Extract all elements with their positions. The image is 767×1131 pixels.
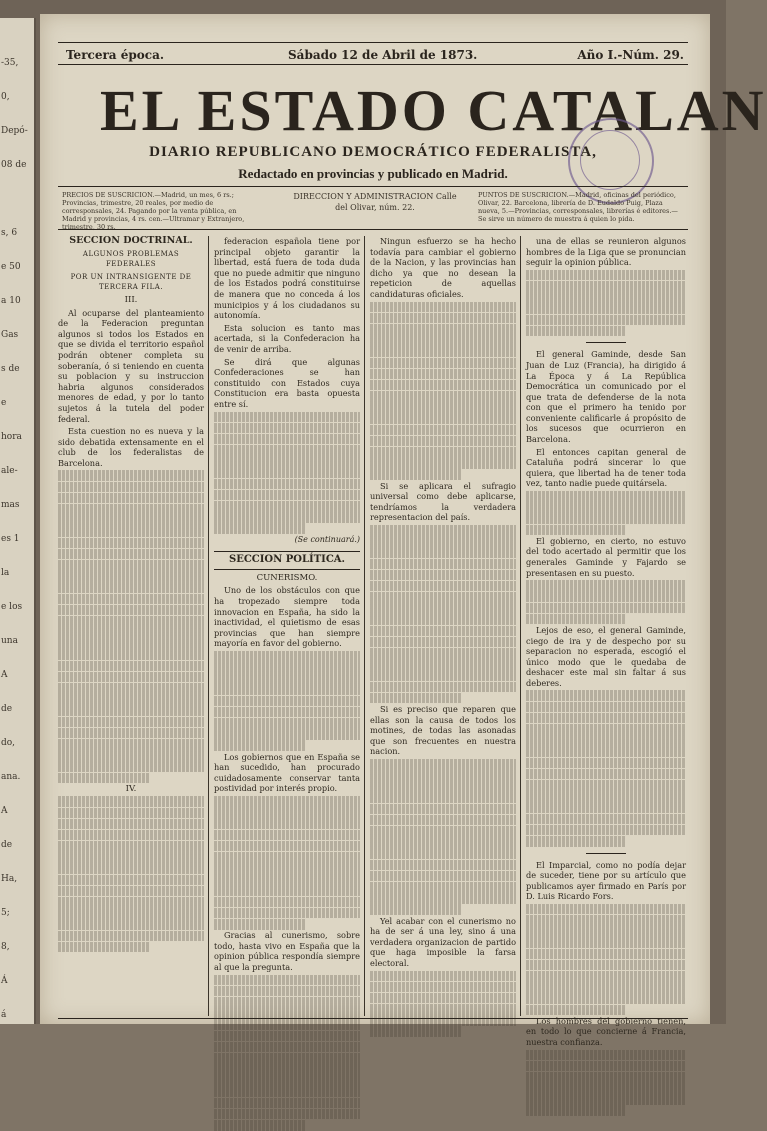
text-line — [370, 592, 516, 603]
text-line — [526, 1072, 686, 1083]
text-line — [526, 713, 686, 724]
text-line — [526, 915, 686, 926]
text-line — [214, 863, 360, 874]
edge-fragment: 8, — [1, 942, 10, 952]
text-line — [214, 841, 360, 852]
text-line — [58, 661, 204, 672]
edge-fragment: Ha, — [1, 874, 18, 884]
text-line — [58, 773, 149, 784]
text-line — [214, 684, 360, 695]
edge-fragment: Á — [1, 976, 8, 986]
text-line — [214, 807, 360, 818]
text-line — [526, 315, 686, 326]
text-line — [370, 693, 461, 704]
text-line — [58, 605, 204, 616]
body-text-block — [526, 270, 686, 337]
paragraph: Ningun esfuerzo se ha hecho todavía para cambiar el gobierno de la Nacion, y las provincias han dicho ya que no desean la repeticion de aquellas candidaturas oficiales. — [370, 236, 516, 299]
newspaper-tagline: Redactado en provincias y publicado en Madrid. — [238, 166, 508, 181]
text-line — [214, 986, 360, 997]
text-line — [58, 482, 204, 493]
text-line — [214, 818, 360, 829]
text-line — [58, 897, 204, 908]
text-line — [214, 975, 360, 986]
text-line — [214, 729, 360, 740]
text-line — [214, 1019, 360, 1030]
text-line — [370, 1026, 461, 1037]
text-line — [58, 919, 204, 930]
text-line — [370, 971, 516, 982]
text-line — [214, 479, 360, 490]
infobar-top-rule — [58, 186, 688, 187]
paragraph: El Imparcial, como no podía dejar de suceder, tiene por su artículo que publicamos ayer firmado en París por D. Luis Ricardo Fors. — [526, 859, 686, 902]
column-3 — [370, 236, 516, 1016]
paragraph: El entonces capitan general de Cataluña podrá sincerar lo que quiera, que libertad ha de tener toda vez, tanto nadie puede quitársela. — [526, 446, 686, 489]
text-line — [58, 841, 204, 852]
body-text-block — [526, 491, 686, 535]
text-line — [526, 758, 686, 769]
text-line — [58, 582, 204, 593]
text-line — [370, 603, 516, 614]
text-line — [370, 792, 516, 803]
column-1 — [58, 236, 204, 1016]
text-line — [58, 908, 204, 919]
text-line — [214, 718, 360, 729]
body-text-block — [214, 651, 360, 751]
text-line — [370, 369, 516, 380]
text-line — [526, 960, 686, 971]
text-line — [58, 493, 204, 504]
text-line — [526, 724, 686, 735]
text-line — [526, 303, 686, 314]
continued-note: (Se continuará.) — [294, 534, 360, 544]
part-number-iii: III. — [124, 294, 138, 305]
text-line — [526, 780, 686, 791]
text-line — [370, 525, 516, 536]
edge-fragment: -35, — [1, 58, 19, 68]
text-line — [526, 270, 686, 281]
text-line — [370, 402, 516, 413]
article-headline: CUNERISMO. — [256, 572, 318, 583]
text-line — [58, 728, 204, 739]
text-line — [370, 335, 516, 346]
text-line — [58, 571, 204, 582]
text-line — [370, 413, 516, 424]
text-line — [526, 971, 686, 982]
text-line — [58, 694, 204, 705]
text-line — [370, 547, 516, 558]
column-2 — [214, 236, 360, 1016]
edge-fragment: mas — [1, 500, 20, 510]
text-line — [370, 759, 516, 770]
text-line — [526, 735, 686, 746]
edge-fragment: do, — [1, 738, 16, 748]
text-line — [526, 926, 686, 937]
newspaper-subtitle: DIARIO REPUBLICANO DEMOCRÁTICO FEDERALISTA, — [149, 144, 597, 160]
text-line — [58, 470, 204, 481]
text-line — [370, 826, 516, 837]
text-line — [58, 638, 204, 649]
text-line — [58, 560, 204, 571]
text-line — [370, 302, 516, 313]
text-line — [370, 993, 516, 1004]
text-line — [526, 491, 686, 502]
text-line — [370, 848, 516, 859]
text-line — [58, 627, 204, 638]
text-line — [214, 908, 360, 919]
paragraph: federacion española tiene por principal objeto garantir la libertad, está fuera de toda duda que no puede admitir que ninguno de los Estados podrá constituirse de manera que no conceda á los municipios y á los ciudadanos su autonomía. — [214, 236, 360, 321]
edge-fragment: A — [1, 670, 8, 680]
text-line — [58, 750, 204, 761]
text-line — [370, 659, 516, 670]
text-line — [370, 781, 516, 792]
text-line — [58, 863, 204, 874]
dateline-rule — [58, 64, 688, 65]
newspaper-page — [40, 14, 767, 1047]
text-line — [214, 434, 360, 445]
text-line — [58, 739, 204, 750]
paragraph: una de ellas se reunieron algunos hombres de la Liga que se pronuncian seguir la opinion pública. — [526, 236, 686, 268]
text-line — [214, 467, 360, 478]
body-text-block — [214, 796, 360, 930]
text-line — [370, 682, 516, 693]
top-rule — [58, 42, 688, 43]
points-box: PUNTOS DE SUSCRICION.—Madrid, oficinas del periódico, Olivar, 22. Barcelona, librería de D. Eudaldo Puig, Plaza nueva, 5.—Provincias, corresponsales, librerías é editores.—Se sirve un número de muestra á quien lo pida. — [478, 191, 678, 223]
section-doctrinal-heading: SECCION DOCTRINAL. — [69, 235, 193, 246]
text-line — [526, 1005, 625, 1016]
edge-fragment: á — [1, 1010, 7, 1020]
text-line — [526, 513, 686, 524]
text-line — [58, 649, 204, 660]
text-line — [526, 993, 686, 1004]
paragraph: Los gobiernos que en España se han sucedido, han procurado cuidadosamente conservar tanta postividad por interés propio. — [214, 751, 360, 794]
text-line — [214, 456, 360, 467]
text-line — [370, 815, 516, 826]
text-line — [370, 670, 516, 681]
edge-fragment: 0, — [1, 92, 10, 102]
article-subheading-2: POR UN INTRANSIGENTE DE TERCERA FILA. — [70, 272, 192, 292]
edge-fragment: de — [1, 840, 13, 850]
text-line — [214, 830, 360, 841]
text-line — [214, 445, 360, 456]
subscription-infobar — [58, 189, 688, 231]
prices-box: PRECIOS DE SUSCRICION.—Madrid, un mes, 6 rs.; Provincias, trimestre, 20 reales, por medio de corresponsales, 24. Pagando por la venta pública, en Madrid y provincias, 4 rs. cen.—Ultramar y Extranjero, trimestre, 30 rs. — [62, 191, 245, 231]
infobar-bottom-rule — [58, 229, 688, 230]
text-line — [58, 594, 204, 605]
date-label: Sábado 12 de Abril de 1873. — [288, 48, 478, 62]
text-line — [214, 673, 360, 684]
edge-fragment: una — [1, 636, 18, 646]
text-line — [370, 893, 516, 904]
column-separator — [208, 236, 209, 1016]
text-line — [370, 469, 461, 480]
text-line — [58, 886, 204, 897]
text-line — [214, 1120, 305, 1131]
section-politica-heading: SECCION POLÍTICA. — [214, 551, 360, 570]
text-line — [214, 1064, 360, 1075]
text-line — [58, 515, 204, 526]
text-line — [214, 852, 360, 863]
text-line — [58, 852, 204, 863]
body-text-block — [214, 412, 360, 534]
text-line — [214, 1086, 360, 1097]
text-line — [526, 614, 625, 625]
text-line — [526, 580, 686, 591]
text-line — [526, 690, 686, 701]
text-line — [58, 830, 204, 841]
text-line — [214, 490, 360, 501]
text-line — [370, 458, 516, 469]
paragraph: Esta cuestion no es nueva y la sido debatida extensamente en el club de los federalistas de Barcelona. — [58, 426, 204, 468]
paragraph: El general Gaminde, desde San Juan de Luz (Francia), ha dirigido á La Época y á La República Democrática un comunicado por el que trata de defenderse de la nota con que el primero ha tenido por conveniente calificarle á propósito de los sucesos que ocurrieron en Barcelona. — [526, 349, 686, 445]
text-line — [58, 761, 204, 772]
text-line — [370, 391, 516, 402]
text-line — [214, 740, 305, 751]
text-line — [58, 808, 204, 819]
edge-fragment: e — [1, 398, 7, 408]
edge-fragment: es 1 — [1, 534, 20, 544]
text-line — [526, 937, 686, 948]
part-number-iv: IV. — [125, 783, 137, 794]
text-line — [526, 825, 686, 836]
text-line — [214, 501, 360, 512]
previous-page-edge — [0, 18, 36, 1024]
short-divider — [586, 853, 626, 854]
text-line — [370, 346, 516, 357]
column-4 — [526, 236, 686, 1047]
text-line — [370, 982, 516, 993]
text-line — [214, 1075, 360, 1086]
text-line — [370, 837, 516, 848]
text-line — [214, 1098, 360, 1109]
text-line — [370, 614, 516, 625]
edge-fragment: ana. — [1, 772, 21, 782]
body-text-block — [370, 971, 516, 1038]
text-line — [214, 919, 305, 930]
text-line — [526, 836, 625, 847]
text-line — [526, 949, 686, 960]
text-line — [58, 875, 204, 886]
text-line — [370, 313, 516, 324]
text-line — [526, 702, 686, 713]
text-line — [370, 904, 461, 915]
edge-fragment: e 50 — [1, 262, 21, 272]
text-line — [58, 526, 204, 537]
text-line — [526, 904, 686, 915]
edge-fragment: de — [1, 704, 13, 714]
text-line — [58, 672, 204, 683]
text-line — [526, 982, 686, 993]
paragraph: Lejos de eso, el general Gaminde, ciego de ira y de despecho por su separacion no esperada, escogió el único modo que le quedaba de deshacer este mal sin faltar á sus deberes. — [526, 624, 686, 688]
text-line — [526, 1094, 686, 1105]
paragraph: Esta solucion es tanto mas acertada, si la Confederacion ha de venir de arriba. — [214, 322, 360, 354]
body-text-block — [526, 690, 686, 846]
epoch-label: Tercera época. — [66, 48, 165, 62]
paragraph: Si se aplicara el sufragio universal como debe aplicarse, tendríamos la verdadera representacion del país. — [370, 480, 516, 523]
edge-fragment: Gas — [1, 330, 19, 340]
body-text-block — [214, 975, 360, 1131]
address-box: DIRECCION Y ADMINISTRACION Calle del Olivar, núm. 22. — [293, 192, 457, 212]
text-line — [58, 942, 149, 953]
column-separator — [364, 236, 365, 1016]
text-line — [214, 512, 360, 523]
text-line — [370, 324, 516, 335]
text-line — [526, 1105, 625, 1116]
paragraph: Se dirá que algunas Confederaciones se han constituido con Estados cuya Constitucion era basta opuesta entre sí. — [214, 356, 360, 409]
text-line — [370, 1004, 516, 1015]
text-line — [58, 683, 204, 694]
text-line — [370, 860, 516, 871]
edge-fragment: A — [1, 806, 8, 816]
issue-label: Año I.-Núm. 29. — [577, 48, 684, 62]
text-line — [526, 281, 686, 292]
text-line — [58, 616, 204, 627]
text-line — [370, 536, 516, 547]
text-line — [526, 603, 686, 614]
text-line — [214, 423, 360, 434]
body-text-block — [370, 525, 516, 703]
text-line — [214, 1053, 360, 1064]
edge-fragment: Depó- — [1, 126, 28, 136]
body-text-block — [58, 796, 204, 952]
text-line — [58, 504, 204, 515]
paragraph: Yel acabar con el cunerismo no ha de ser á una ley, sino á una verdadera organizacion de partido que haga imposible la farsa electoral. — [370, 915, 516, 968]
body-text-block — [526, 580, 686, 624]
edge-fragment: e los — [1, 602, 23, 612]
text-line — [526, 502, 686, 513]
text-line — [526, 746, 686, 757]
text-line — [526, 769, 686, 780]
bottom-rule — [58, 1018, 688, 1019]
text-line — [214, 885, 360, 896]
edge-fragment: hora — [1, 432, 22, 442]
edge-fragment: la — [1, 568, 10, 578]
text-line — [214, 651, 360, 662]
text-line — [370, 570, 516, 581]
text-line — [58, 819, 204, 830]
text-line — [370, 380, 516, 391]
body-text-block — [526, 904, 686, 1015]
text-line — [214, 662, 360, 673]
text-line — [214, 1109, 360, 1120]
column-separator — [520, 236, 521, 1016]
edge-fragment: s, 6 — [1, 228, 18, 238]
text-line — [214, 1031, 360, 1042]
text-line — [58, 538, 204, 549]
text-line — [370, 1015, 516, 1026]
paragraph: Al ocuparse del planteamiento de la Federacion preguntan algunos si todos los Estados en que se divida el territorio español podrán obtener completa su soberanía, ó si teniendo en cuenta su poblacion y su instruccion habria algunos considerados menores de edad, y por lo tanto sujetos á la tutela del poder federal. — [58, 307, 204, 424]
paragraph: Gracias al cunerismo, sobre todo, hasta vivo en España que la opinion pública respondía siempre al que la pregunta. — [214, 930, 360, 972]
text-line — [526, 802, 686, 813]
paragraph: El gobierno, en cierto, no estuvo del todo acertado al permitir que los generales Gaminde y Fajardo se presentasen en su puesto. — [526, 535, 686, 578]
edge-fragment: 5; — [1, 908, 10, 918]
body-text-block — [526, 1050, 686, 1117]
text-line — [214, 796, 360, 807]
text-line — [214, 897, 360, 908]
text-line — [526, 1083, 686, 1094]
text-line — [58, 717, 204, 728]
article-subheading-1: ALGUNOS PROBLEMAS FEDERALES — [82, 249, 180, 269]
text-line — [370, 559, 516, 570]
short-divider — [586, 342, 626, 343]
paragraph: Si es preciso que reparen que ellas son la causa de todos los motines, de todas las asonadas que son frecuentes en nuestra nacion. — [370, 703, 516, 757]
text-line — [58, 796, 204, 807]
text-line — [526, 326, 625, 337]
text-line — [370, 358, 516, 369]
text-line — [370, 581, 516, 592]
text-line — [370, 436, 516, 447]
text-line — [214, 874, 360, 885]
text-line — [58, 931, 204, 942]
body-text-block — [58, 470, 204, 783]
text-line — [58, 549, 204, 560]
text-line — [370, 648, 516, 659]
text-line — [58, 705, 204, 716]
edge-fragment: s de — [1, 364, 20, 374]
text-line — [370, 425, 516, 436]
text-line — [214, 523, 305, 534]
edge-fragment: a 10 — [1, 296, 21, 306]
text-line — [526, 1061, 686, 1072]
text-line — [370, 804, 516, 815]
newspaper-title: EL ESTADO CATALAN — [100, 78, 767, 143]
text-line — [526, 292, 686, 303]
text-line — [214, 696, 360, 707]
body-text-block — [370, 759, 516, 915]
paragraph: Los hombres del gobierno tienen, en todo lo que concierne á Francia, nuestra confianza. — [526, 1015, 686, 1047]
text-line — [370, 447, 516, 458]
text-line — [214, 997, 360, 1008]
text-line — [526, 814, 686, 825]
edge-fragment: ale- — [1, 466, 18, 476]
body-text-block — [370, 302, 516, 480]
text-line — [214, 1042, 360, 1053]
text-line — [214, 412, 360, 423]
text-line — [370, 637, 516, 648]
text-line — [526, 791, 686, 802]
text-line — [214, 707, 360, 718]
text-line — [370, 770, 516, 781]
text-line — [526, 525, 625, 536]
text-line — [526, 1050, 686, 1061]
edge-fragment: 08 de — [1, 160, 27, 170]
text-line — [370, 626, 516, 637]
paragraph: Uno de los obstáculos con que ha tropezado siempre toda innovacion en España, ha sido la inactividad, el quietismo de esas provincias que han siempre mayoría en favor del gobierno. — [214, 585, 360, 649]
text-line — [370, 871, 516, 882]
text-line — [370, 882, 516, 893]
text-line — [526, 591, 686, 602]
